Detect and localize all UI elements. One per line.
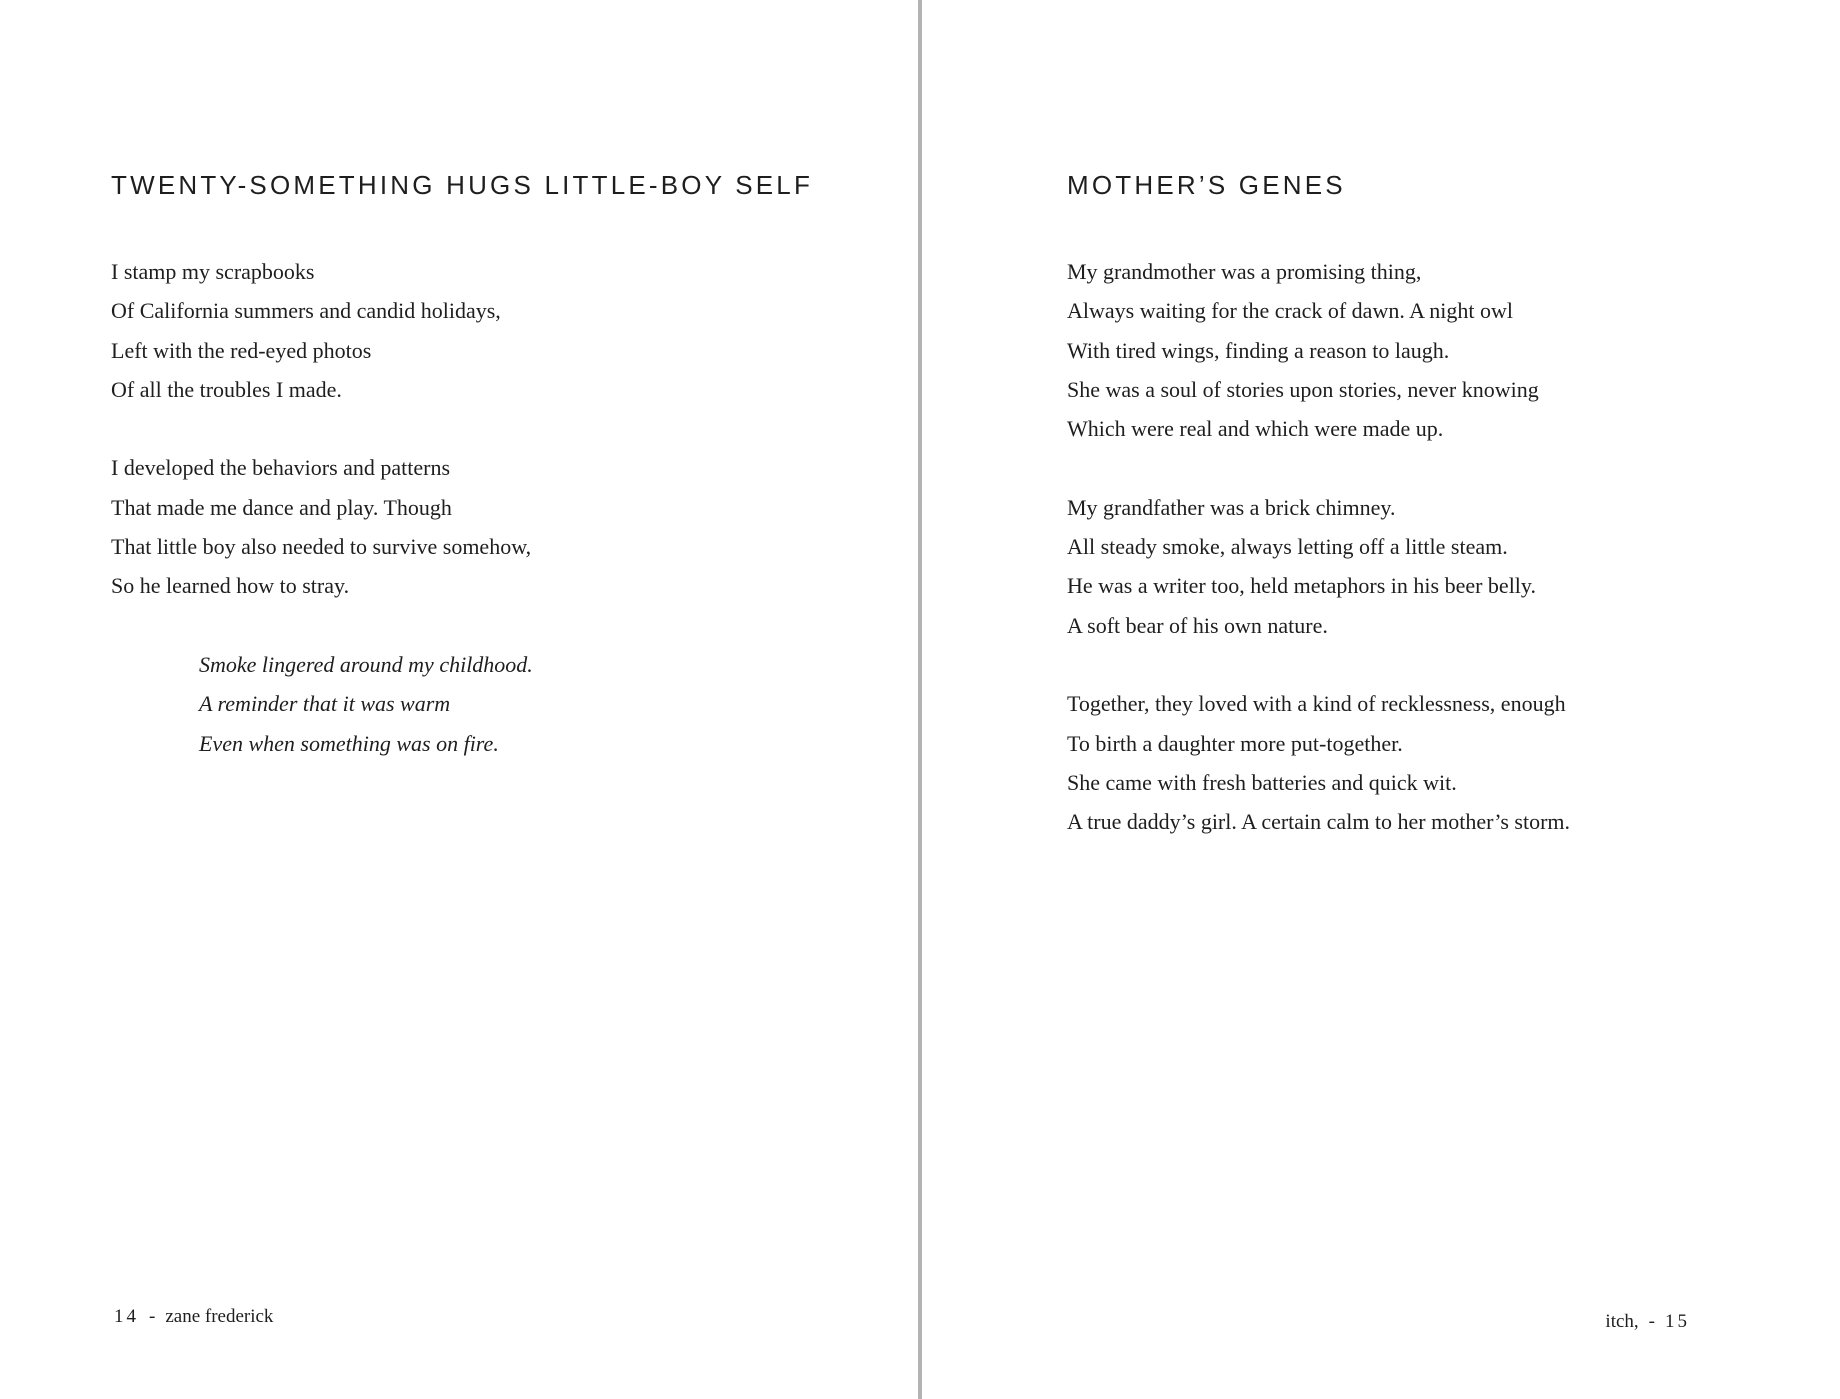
right-page-footer <box>1605 1311 1690 1333</box>
poem-line: Always waiting for the crack of dawn. A night owl <box>1067 298 1514 324</box>
footer-separator: - <box>1648 1311 1655 1332</box>
poem-line: With tired wings, finding a reason to laugh. <box>1067 337 1450 363</box>
right-stanza-3 <box>1067 684 1570 841</box>
poem-line: All steady smoke, always letting off a little steam. <box>1067 534 1508 560</box>
poem-line: A true daddy’s girl. A certain calm to her mother’s storm. <box>1067 809 1571 835</box>
poem-line: My grandmother was a promising thing, <box>1067 259 1422 284</box>
right-stanza-2 <box>1067 488 1570 645</box>
right-running-head: itch, <box>1605 1311 1639 1332</box>
poem-line: Of California summers and candid holidays, <box>111 298 501 324</box>
poem-line: Smoke lingered around my childhood. <box>199 651 533 677</box>
poem-line: Left with the red-eyed photos <box>111 337 372 363</box>
poem-line: He was a writer too, held metaphors in his beer belly. <box>1067 573 1536 599</box>
poem-line: Even when something was on fire. <box>199 730 499 756</box>
footer-separator: - <box>149 1306 156 1327</box>
poem-line: A reminder that it was warm <box>199 691 451 717</box>
poem-line: Of all the troubles I made. <box>111 376 342 402</box>
left-stanza-1 <box>111 252 533 409</box>
poem-line: My grandfather was a brick chimney. <box>1067 494 1396 520</box>
left-running-head: zane frederick <box>165 1306 274 1327</box>
poem-line: Which were real and which were made up. <box>1067 416 1444 442</box>
poem-line: I stamp my scrapbooks <box>111 259 315 284</box>
left-page <box>0 0 918 1399</box>
left-page-footer <box>114 1306 273 1328</box>
right-poem-body <box>1067 252 1570 841</box>
right-stanza-1 <box>1067 252 1570 448</box>
poem-line: She came with fresh batteries and quick wit. <box>1067 769 1457 795</box>
poem-line: So he learned how to stray. <box>111 573 350 599</box>
left-poem-body <box>111 252 533 763</box>
poem-line: She was a soul of stories upon stories, never knowing <box>1067 376 1539 402</box>
poem-line: That made me dance and play. Though <box>111 494 452 520</box>
left-poem-title: TWENTY-SOMETHING HUGS LITTLE-BOY SELF <box>111 170 814 200</box>
poem-line: That little boy also needed to survive somehow, <box>111 534 532 560</box>
poem-line: Together, they loved with a kind of recklessness, enough <box>1067 691 1566 717</box>
poem-line: A soft bear of his own nature. <box>1067 612 1328 638</box>
left-page-number: 14 <box>114 1306 139 1327</box>
right-poem-title: MOTHER’S GENES <box>1067 170 1346 200</box>
poem-line: To birth a daughter more put-together. <box>1067 730 1403 756</box>
left-stanza-3-italic <box>111 645 533 763</box>
right-page <box>922 0 1840 1399</box>
left-stanza-2 <box>111 448 533 605</box>
poem-line: I developed the behaviors and patterns <box>111 455 451 481</box>
right-page-number: 15 <box>1665 1311 1690 1332</box>
